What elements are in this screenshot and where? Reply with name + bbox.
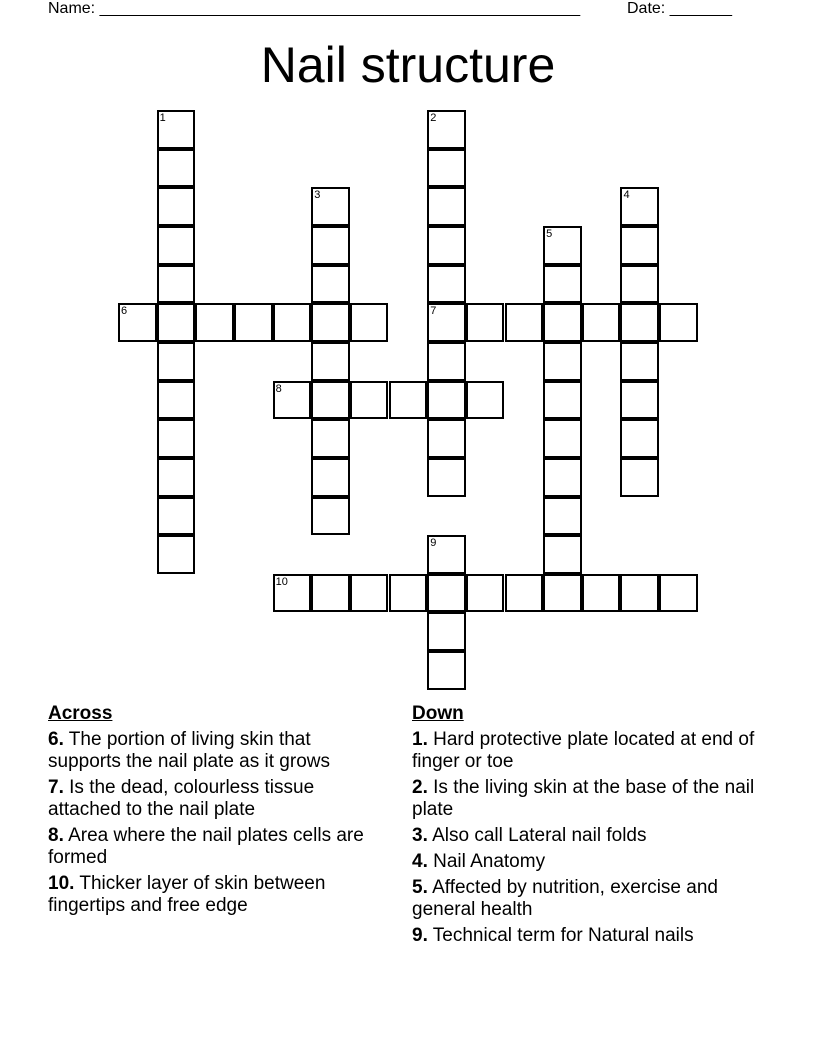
clue-text: Affected by nutrition, exercise and general health	[412, 877, 718, 920]
clue-text: Thicker layer of skin between fingertips and free edge	[48, 873, 326, 916]
grid-cell[interactable]	[427, 419, 466, 458]
clue-number: 9.	[412, 925, 428, 946]
clue-number: 2.	[412, 777, 428, 798]
cell-number: 4	[623, 189, 630, 202]
grid-cell[interactable]	[427, 149, 466, 188]
grid-cell[interactable]	[543, 303, 582, 342]
down-clue	[412, 851, 757, 873]
grid-cell[interactable]	[620, 458, 659, 497]
grid-cell[interactable]	[543, 381, 582, 420]
grid-cell[interactable]	[157, 497, 196, 536]
grid-cell[interactable]	[620, 226, 659, 265]
grid-cell[interactable]	[620, 419, 659, 458]
grid-cell[interactable]	[350, 574, 389, 613]
grid-cell[interactable]	[311, 226, 350, 265]
across-clues	[48, 703, 388, 921]
grid-cell[interactable]	[157, 342, 196, 381]
grid-cell[interactable]	[427, 226, 466, 265]
grid-cell[interactable]	[311, 458, 350, 497]
clue-text: Hard protective plate located at end of finger or toe	[412, 729, 755, 772]
grid-cell[interactable]	[582, 303, 621, 342]
grid-cell[interactable]	[311, 574, 350, 613]
grid-cell[interactable]	[273, 574, 312, 613]
grid-cell[interactable]	[273, 381, 312, 420]
grid-cell[interactable]	[273, 303, 312, 342]
name-field-label: Name: ______________________________________________________	[48, 0, 581, 17]
grid-cell[interactable]	[118, 303, 157, 342]
grid-cell[interactable]	[466, 381, 505, 420]
grid-cell[interactable]	[543, 458, 582, 497]
clue-text: Technical term for Natural nails	[432, 925, 694, 946]
grid-cell[interactable]	[427, 342, 466, 381]
grid-cell[interactable]	[620, 574, 659, 613]
grid-cell[interactable]	[311, 342, 350, 381]
grid-cell[interactable]	[620, 265, 659, 304]
grid-cell[interactable]	[311, 419, 350, 458]
grid-cell[interactable]	[543, 497, 582, 536]
down-clue	[412, 877, 757, 921]
grid-cell[interactable]	[157, 265, 196, 304]
cell-number: 1	[159, 112, 166, 124]
grid-cell[interactable]	[311, 381, 350, 420]
grid-cell[interactable]	[543, 419, 582, 458]
clue-text: The portion of living skin that supports the nail plate as it grows	[48, 729, 330, 772]
cell-number: 9	[430, 537, 437, 550]
clue-text: Nail Anatomy	[433, 851, 546, 872]
grid-cell[interactable]	[659, 303, 698, 342]
grid-cell[interactable]	[234, 303, 273, 342]
grid-cell[interactable]	[659, 574, 698, 613]
clue-text: Also call Lateral nail folds	[432, 825, 647, 846]
grid-cell[interactable]	[543, 226, 582, 265]
grid-cell[interactable]	[543, 265, 582, 304]
down-clue	[412, 777, 757, 821]
grid-cell[interactable]	[620, 187, 659, 226]
grid-cell[interactable]	[427, 303, 466, 342]
grid-cell[interactable]	[427, 612, 466, 651]
grid-cell[interactable]	[427, 265, 466, 304]
grid-cell[interactable]	[543, 535, 582, 574]
grid-cell[interactable]	[427, 574, 466, 613]
grid-cell[interactable]	[466, 303, 505, 342]
down-heading: Down	[412, 703, 464, 724]
grid-cell[interactable]	[466, 574, 505, 613]
date-field-label: Date: _______	[627, 0, 732, 17]
grid-cell[interactable]	[427, 651, 466, 690]
clue-number: 6.	[48, 729, 64, 750]
cell-number: 3	[314, 189, 321, 202]
grid-cell[interactable]	[157, 535, 196, 574]
grid-cell[interactable]	[543, 574, 582, 613]
grid-cell[interactable]	[157, 419, 196, 458]
across-clue	[48, 777, 388, 821]
grid-cell[interactable]	[311, 265, 350, 304]
cell-number: 6	[121, 305, 128, 318]
grid-cell[interactable]	[157, 187, 196, 226]
grid-cell[interactable]	[350, 303, 389, 342]
grid-cell[interactable]	[157, 110, 196, 149]
clue-text: Area where the nail plates cells are formed	[48, 825, 364, 868]
grid-cell[interactable]	[620, 303, 659, 342]
clue-number: 4.	[412, 851, 428, 872]
grid-cell[interactable]	[350, 381, 389, 420]
grid-cell[interactable]	[311, 303, 350, 342]
grid-cell[interactable]	[427, 381, 466, 420]
clue-number: 3.	[412, 825, 428, 846]
across-clue	[48, 873, 388, 917]
grid-cell[interactable]	[427, 458, 466, 497]
grid-cell[interactable]	[620, 342, 659, 381]
grid-cell[interactable]	[157, 149, 196, 188]
down-clue	[412, 825, 757, 847]
across-heading: Across	[48, 703, 113, 724]
grid-cell[interactable]	[157, 226, 196, 265]
grid-cell[interactable]	[543, 342, 582, 381]
cell-number: 7	[430, 305, 437, 318]
grid-cell[interactable]	[620, 381, 659, 420]
across-clue	[48, 825, 388, 869]
grid-cell[interactable]	[505, 574, 544, 613]
clue-text: Is the dead, colourless tissue attached to the nail plate	[48, 777, 315, 820]
clue-number: 7.	[48, 777, 64, 798]
cell-number: 8	[275, 382, 282, 395]
grid-cell[interactable]	[157, 381, 196, 420]
clue-number: 1.	[412, 729, 428, 750]
down-clue	[412, 729, 757, 773]
grid-cell[interactable]	[505, 303, 544, 342]
puzzle-title: Nail structure	[260, 37, 556, 93]
down-clues	[412, 703, 757, 951]
grid-cell[interactable]	[582, 574, 621, 613]
clue-number: 8.	[48, 825, 64, 846]
grid-cell[interactable]	[311, 187, 350, 226]
across-clue	[48, 729, 388, 773]
grid-cell[interactable]	[427, 187, 466, 226]
clue-number: 10.	[48, 873, 75, 894]
cell-number: 2	[430, 112, 437, 124]
cell-number: 10	[275, 575, 288, 588]
grid-cell[interactable]	[195, 303, 234, 342]
grid-cell[interactable]	[157, 458, 196, 497]
grid-cell[interactable]	[311, 497, 350, 536]
clue-text: Is the living skin at the base of the nail plate	[412, 777, 755, 820]
cell-number: 5	[546, 227, 553, 240]
grid-cell[interactable]	[157, 303, 196, 342]
grid-cell[interactable]	[427, 535, 466, 574]
clue-number: 5.	[412, 877, 428, 898]
grid-cell[interactable]	[427, 110, 466, 149]
grid-cell[interactable]	[389, 574, 428, 613]
down-clue	[412, 925, 757, 947]
grid-cell[interactable]	[389, 381, 428, 420]
